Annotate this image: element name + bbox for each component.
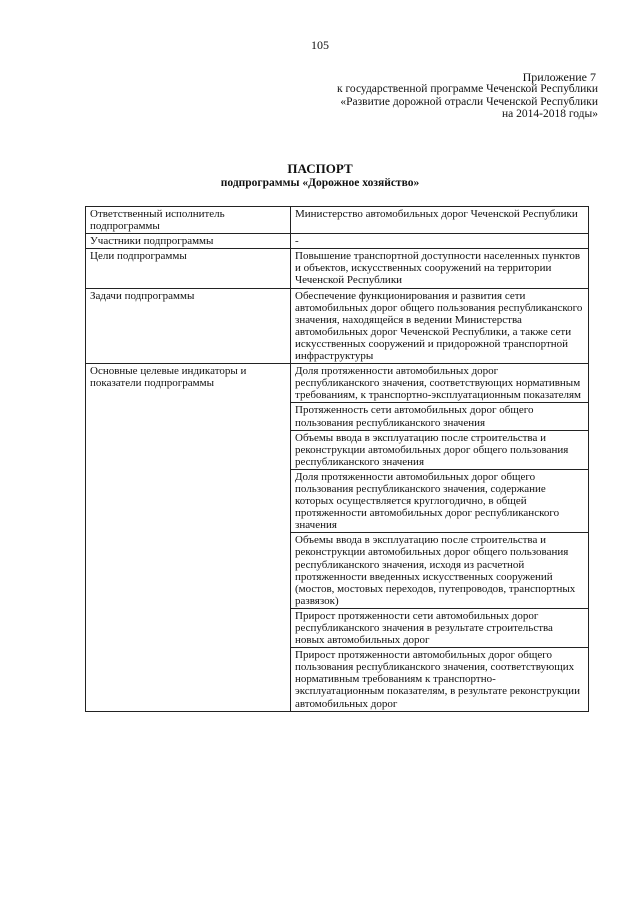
table-row: [86, 364, 589, 403]
indicator-item: Доля протяженности автомобильных дорог республиканского значения, соответствующих нормативным требованиям, к транспортно-эксплуатационным показателям: [291, 364, 589, 403]
page-number: 105: [311, 38, 329, 52]
indicator-item: Доля протяженности автомобильных дорог общего пользования республиканского значения, содержание которых осуществляется круглогодично, в общей протяженности автомобильных дорог республиканского значения: [291, 469, 589, 532]
row-label: Участники подпрограммы: [86, 234, 291, 249]
indicator-item: Объемы ввода в эксплуатацию после строительства и реконструкции автомобильных дорог общего пользования республиканского значения, исходя из расчетной протяженности введенных искусственных сооружений (мостов, мостовых переходов, путепроводов, транспортных развязок): [291, 533, 589, 609]
table-row: [86, 234, 589, 249]
row-label: Задачи подпрограммы: [86, 288, 291, 364]
indicator-item: Прирост протяженности автомобильных дорог общего пользования республиканского значения, соответствующих нормативным требованиям к транспортно-эксплуатационным показателям, в результате реконструкции автомобильных дорог: [291, 648, 589, 711]
row-value: Повышение транспортной доступности населенных пунктов и объектов, искусственных сооружений на территории Чеченской Республики: [291, 249, 589, 288]
title-subtitle: подпрограммы «Дорожное хозяйство»: [220, 177, 420, 189]
program-reference-line: «Развитие дорожной отрасли Чеченской Республики: [340, 95, 598, 108]
row-value: -: [291, 234, 589, 249]
program-reference-line: к государственной программе Чеченской Республики: [337, 83, 598, 95]
indicator-item: Прирост протяженности сети автомобильных дорог республиканского значения в результате строительства новых автомобильных дорог: [291, 608, 589, 647]
row-label: Ответственный исполнитель подпрограммы: [86, 207, 291, 234]
program-reference-line: на 2014-2018 годы»: [501, 108, 598, 120]
passport-table: [85, 206, 589, 712]
program-reference: [238, 83, 598, 121]
row-value: Обеспечение функционирования и развития сети автомобильных дорог общего пользования республиканского значения, находящейся в ведении Министерства автомобильных дорог Чеченской Республики, а также сети искусственных сооружений и придорожной транспортной инфраструктуры: [291, 288, 589, 364]
table-row: [86, 288, 589, 364]
table-row: [86, 207, 589, 234]
indicator-item: Протяженность сети автомобильных дорог общего пользования республиканского значения: [291, 403, 589, 430]
title-main: ПАСПОРТ: [287, 161, 353, 176]
indicators-label: Основные целевые индикаторы и показатели подпрограммы: [86, 364, 291, 712]
document-title: [0, 162, 640, 190]
row-label: Цели подпрограммы: [86, 249, 291, 288]
indicator-item: Объемы ввода в эксплуатацию после строительства и реконструкции автомобильных дорог общего пользования республиканского значения: [291, 430, 589, 469]
appendix-label: Приложение 7: [522, 70, 596, 84]
row-value: Министерство автомобильных дорог Чеченской Республики: [291, 207, 589, 234]
table-row: [86, 249, 589, 288]
